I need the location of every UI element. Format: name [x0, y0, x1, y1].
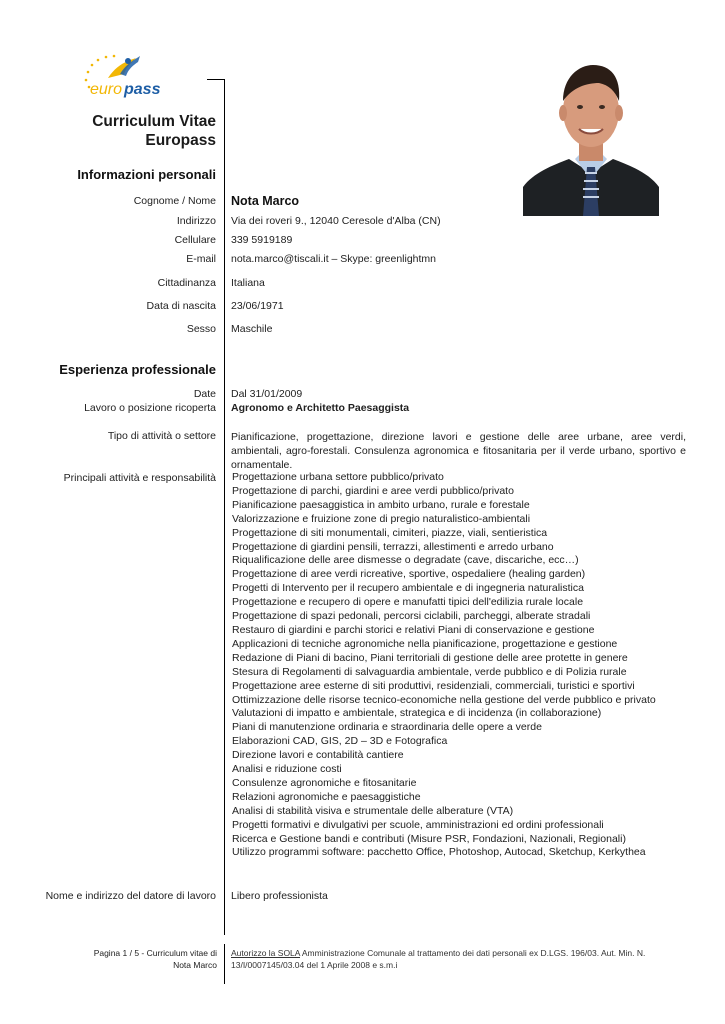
- value-activity: Pianificazione, progettazione, direzione lavori e gestione delle aree urbane, aree verdi, ambientali, agro-forestali. Consulenza agronomica e fitosanitaria per il verde urbano, sportivo e ornamentale.: [231, 431, 686, 471]
- profile-photo: [523, 55, 659, 216]
- responsibility-item: Ricerca e Gestione bandi e contributi (Misure PSR, Fondazioni, Nazionali, Regionali): [232, 832, 626, 845]
- responsibility-item: Progettazione di siti monumentali, cimiteri, piazze, viali, sentieristica: [232, 526, 548, 539]
- responsibility-item: Analisi di stabilità visiva e strumentale delle alberature (VTA): [232, 804, 514, 817]
- portrait-illustration: [523, 55, 659, 216]
- label-employer: Nome e indirizzo del datore di lavoro: [45, 890, 216, 902]
- label-position: Lavoro o posizione ricoperta: [84, 402, 216, 414]
- logo-text-pass: pass: [124, 81, 161, 98]
- responsibility-item: Valorizzazione e fruizione zone di pregio naturalistico-ambientali: [232, 512, 531, 525]
- footer-divider: [224, 944, 225, 984]
- responsibility-item: Riqualificazione delle aree dismesse o degradate (cave, discariche, ecc…): [232, 554, 579, 567]
- label-sex: Sesso: [186, 323, 216, 335]
- responsibility-item: Progettazione di aree verdi ricreative, sportive, ospedaliere (healing garden): [232, 568, 586, 581]
- responsibility-item: Utilizzo programmi software: pacchetto Office, Photoshop, Autocad, Sketchup, Kerkythea: [232, 846, 646, 859]
- responsibility-item: Consulenze agronomiche e fitosanitarie: [232, 776, 417, 789]
- responsibility-item: Progettazione e recupero di opere e manufatti tipici dell'edilizia rurale locale: [232, 596, 584, 609]
- value-citizenship: Italiana: [231, 277, 265, 289]
- value-date: Dal 31/01/2009: [231, 388, 303, 400]
- responsibility-item: Pianificazione paesaggistica in ambito urbano, rurale e forestale: [232, 498, 530, 511]
- label-date: Date: [193, 388, 216, 400]
- footer-page-line1: Pagina 1 / 5 - Curriculum vitae di: [93, 948, 217, 958]
- label-birthdate: Data di nascita: [146, 300, 216, 312]
- value-birthdate: 23/06/1971: [231, 300, 284, 312]
- responsibility-item: Piani di manutenzione ordinaria e straordinaria delle opere a verde: [232, 721, 542, 734]
- cv-title-line2: Europass: [145, 132, 216, 149]
- value-employer: Libero professionista: [231, 890, 328, 902]
- footer-page-line2: Nota Marco: [173, 960, 217, 970]
- responsibilities-list: [232, 471, 656, 860]
- footer-auth-underlined: Autorizzo la SOLA: [231, 948, 300, 958]
- responsibility-item: Relazioni agronomiche e paesaggistiche: [232, 790, 421, 803]
- responsibility-item: Progettazione urbana settore pubblico/privato: [232, 471, 444, 483]
- responsibility-item: Valutazioni di impatto e ambientale, strategica e di incidenza (in collaborazione): [232, 707, 602, 720]
- responsibility-item: Progettazione aree esterne di siti produttivi, residenziali, commerciali, turistici e sportivi: [232, 679, 635, 692]
- responsibility-item: Applicazioni di tecniche agronomiche nella pianificazione, progettazione e gestione: [232, 637, 618, 650]
- value-position: Agronomo e Architetto Paesaggista: [231, 402, 410, 414]
- responsibility-item: Progetti di Intervento per il recupero ambientale e di ingegneria naturalistica: [232, 582, 584, 595]
- responsibility-item: Progettazione di parchi, giardini e aree verdi pubblico/privato: [232, 484, 514, 497]
- value-address: Via dei roveri 9., 12040 Ceresole d'Alba (CN): [231, 215, 441, 227]
- responsibility-item: Progettazione di giardini pensili, terrazzi, allestimenti e arredo urbano: [232, 540, 554, 553]
- footer-page-info: [67, 947, 217, 971]
- label-activity: Tipo di attività o settore: [107, 430, 216, 442]
- label-responsibilities: Principali attività e responsabilità: [63, 472, 216, 484]
- cv-title: [16, 112, 216, 150]
- value-sex: Maschile: [231, 323, 273, 335]
- responsibility-item: Elaborazioni CAD, GIS, 2D – 3D e Fotografica: [232, 735, 448, 748]
- responsibility-item: Progettazione di spazi pedonali, percorsi ciclabili, parcheggi, alberate stradali: [232, 610, 591, 623]
- value-email: nota.marco@tiscali.it – Skype: greenlightmn: [231, 253, 437, 265]
- personal-info-heading: Informazioni personali: [77, 167, 216, 182]
- responsibility-item: Ottimizzazione delle risorse tecnico-economiche nella gestione del verde pubblico e privato: [232, 693, 656, 706]
- label-name: Cognome / Nome: [133, 195, 216, 207]
- responsibility-item: Direzione lavori e contabilità cantiere: [232, 749, 404, 762]
- responsibility-item: Restauro di giardini e parchi storici e relativi Piani di conservazione e gestione: [232, 623, 595, 636]
- responsibility-item: Analisi e riduzione costi: [232, 763, 342, 776]
- logo-text-euro: euro: [90, 81, 123, 98]
- responsibility-item: Progetti formativi e divulgativi per scuole, amministrazioni ed ordini professionali: [232, 818, 604, 831]
- label-citizenship: Cittadinanza: [157, 277, 216, 289]
- footer-auth-text: Amministrazione Comunale al trattamento dei dati personali ex D.LGS. 196/03. Aut. Min. N. 13/I/0007145/03.04 del 1 Aprile 2008 e s.m.i: [231, 948, 646, 970]
- footer-authorization: [231, 947, 651, 971]
- europass-logo-graphic: [80, 52, 170, 98]
- value-mobile: 339 5919189: [231, 234, 293, 246]
- value-name: Nota Marco: [231, 194, 300, 208]
- cv-title-line1: Curriculum Vitae: [92, 113, 216, 130]
- column-divider: [224, 79, 225, 935]
- label-email: E-mail: [186, 253, 216, 265]
- label-address: Indirizzo: [176, 215, 216, 227]
- header-tick-line: [207, 79, 224, 80]
- europass-logo: [80, 52, 170, 98]
- experience-heading: Esperienza professionale: [59, 362, 216, 377]
- responsibility-item: Stesura di Regolamenti di salvaguardia ambientale, verde pubblico e di Polizia rurale: [232, 665, 627, 678]
- responsibility-item: Redazione di Piani di bacino, Piani territoriali di gestione delle aree protette in genere: [232, 651, 628, 664]
- label-mobile: Cellulare: [174, 234, 216, 246]
